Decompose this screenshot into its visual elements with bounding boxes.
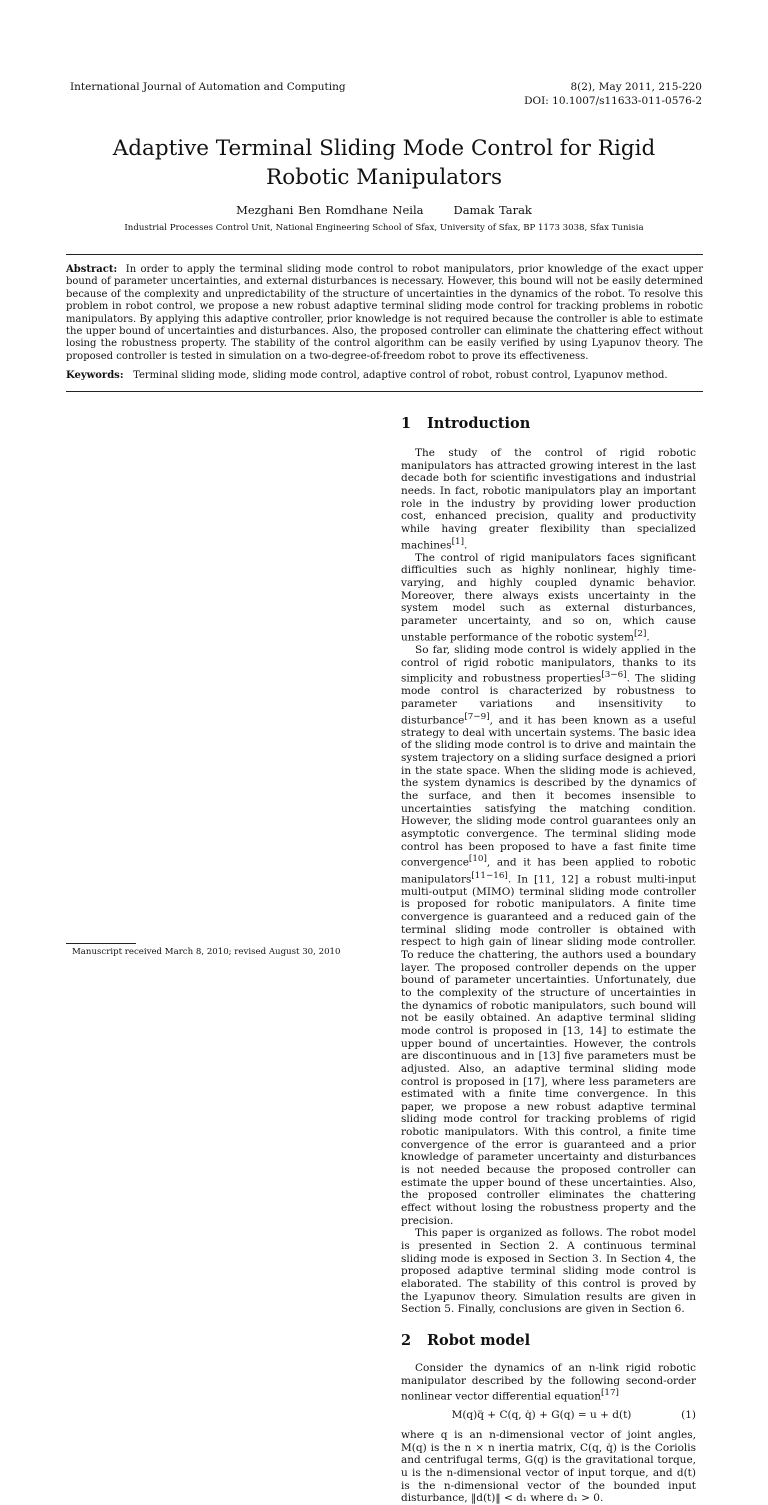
- intro-paragraph-3: So far, sliding mode control is widely applied in the control of rigid robotic manipulators, thanks to its simplicity and robustness properties[3−6]. The sliding mode control is characterized by robustness to parameter variations and insensitivity to disturbance[7−9], and it has been known as a useful strategy to deal with uncertain systems. The basic idea of the sliding mode control is to drive and maintain the system trajectory on a sliding surface designed a priori in the state space. When the sliding mode is achieved, the system dynamics is described by the dynamics of the surface, and then it becomes insensible to uncertainties satisfying the matching condition. However, the sliding mode control guarantees only an asymptotic convergence. The terminal sliding mode control has been proposed to have a fast finite time convergence[10], and it has been applied to robotic manipulators[11−16]. In [11, 12] a robust multi-input multi-output (MIMO) terminal sliding mode controller is proposed for robotic manipulators. A finite time convergence is guaranteed and a reduced gain of the terminal sliding mode controller is obtained with respect to high gain of linear sliding mode controller. To reduce the chattering, the authors used a boundary layer. The proposed controller depends on the upper bound of parameter uncertainties. Unfortunately, due to the complexity of the structure of uncertainties in the dynamics of robotic manipulators, such bound will not be easily obtained. An adaptive terminal sliding mode control is proposed in [13, 14] to estimate the upper bound of uncertainties. However, the controls are discontinuous and in [13] five parameters must be adjusted. Also, an adaptive terminal sliding mode control is proposed in [17], where less parameters are estimated with a finite time convergence. In this paper, we propose a new robust adaptive terminal sliding mode control for tracking problems of rigid robotic manipulators. With this control, a finite time convergence of the error is guaranteed and a prior knowledge of parameter uncertainty and disturbances is not needed because the proposed controller can estimate the upper bound of these uncertainties. Also, the proposed controller eliminates the chattering effect without losing the robustness property and the precision.: [401, 643, 696, 1227]
- citation: [10]: [468, 854, 487, 865]
- journal-name: International Journal of Automation and Computing: [70, 81, 346, 93]
- issue-volume: 8(2), May 2011, 215-220: [570, 81, 702, 93]
- equation-number: (1): [681, 1409, 696, 1422]
- section-2-title: Robot model: [427, 1331, 531, 1349]
- section-1-number: 1: [401, 415, 412, 432]
- keywords-label: Keywords:: [66, 370, 124, 381]
- citation: [1]: [451, 536, 464, 547]
- intro-paragraph-2: The control of rigid manipulators faces significant difficulties such as highly nonlinear, highly time-varying, and highly coupled dynamic behavior. Moreover, there always exists uncertainty in the system model such as external disturbances, parameter uncertainty, and so on, which cause unstable performance of the robotic system[2].: [401, 551, 696, 644]
- section-2-number: 2: [401, 1331, 412, 1349]
- citation: [7−9]: [464, 711, 490, 722]
- citation: [2]: [633, 628, 647, 639]
- title-line-2: Robotic Manipulators: [266, 165, 502, 190]
- section-1-title: Introduction: [427, 415, 531, 432]
- intro-paragraph-1: The study of the control of rigid robotic manipulators has attracted growing interest in the last decade both for scientific investigations and industrial needs. In fact, robotic manipulators play an important role in the industry by providing lower production cost, enhanced precision, quality and productivity while having greater flexibility than specialized machines[1].: [401, 447, 696, 552]
- abstract-top-rule: [66, 254, 703, 255]
- equation-1: [401, 1409, 696, 1422]
- abstract-text: In order to apply the terminal sliding mode control to robot manipulators, prior knowledge of the exact upper bound of parameter uncertainties, and external disturbances is necessary. However, this bound will not be easily determined because of the complexity and unpredictability of the structure of uncertainties in the dynamics of the robot. To resolve this problem in robot control, we propose a new robust adaptive terminal sliding mode control for tracking problems in robotic manipulators. By applying this adaptive controller, prior knowledge is not required because the controller is able to estimate the upper bound of uncertainties and disturbances. Also, the proposed controller can eliminate the chattering effect without losing the robustness property. The stability of the control algorithm can be easily verified by using Lyapunov theory. The proposed controller is tested in simulation on a two-degree-of-freedom robot to prove its effectiveness.: [66, 264, 704, 362]
- author-list: [0, 203, 768, 218]
- citation: [17]: [600, 1388, 619, 1399]
- keywords: [66, 370, 703, 382]
- section-1-heading-continued: [401, 415, 696, 433]
- issue-info: [524, 80, 702, 108]
- section-2-heading: [401, 1332, 696, 1350]
- author-1: Mezghani Ben Romdhane Neila: [236, 203, 424, 217]
- affiliation: Industrial Processes Control Unit, National Engineering School of Sfax, University of Sfax, BP 1173 3038, Sfax Tunisia: [124, 223, 644, 233]
- author-2: Damak Tarak: [453, 203, 532, 217]
- citation: [3−6]: [601, 670, 627, 681]
- equation-body: M(q)q̈ + C(q, q̇) + G(q) = u + d(t): [451, 1409, 632, 1422]
- abstract-bottom-rule: [66, 391, 703, 392]
- robot-model-paragraph-2: where q is an n-dimensional vector of joint angles, M(q) is the n × n inertia matrix, C(q, q̇) is the Coriolis and centrifugal terms, G(q) is the gravitational torque, u is the n-dimensional vector of input torque, and d(t) is the n-dimensional vector of the bounded input disturbance, ‖d(t)‖ < d₁ where d₁ > 0.: [401, 1429, 696, 1505]
- doi: DOI: 10.1007/s11633-011-0576-2: [524, 95, 702, 107]
- intro-paragraph-4: This paper is organized as follows. The robot model is presented in Section 2. A continuous terminal sliding mode is exposed in Section 3. In Section 4, the proposed adaptive terminal sliding mode control is elaborated. The stability of this control is proved by the Lyapunov theory. Simulation results are given in Section 5. Finally, conclusions are given in Section 6.: [401, 1227, 696, 1316]
- footnote-rule: [66, 943, 136, 944]
- left-column: [66, 410, 361, 424]
- right-column: [401, 415, 696, 1505]
- footnote: Manuscript received March 8, 2010; revised August 30, 2010: [72, 947, 341, 957]
- title-line-1: Adaptive Terminal Sliding Mode Control for Rigid: [112, 136, 656, 161]
- citation: [11−16]: [471, 870, 508, 881]
- robot-model-paragraph-1: Consider the dynamics of an n-link rigid robotic manipulator described by the following second-order nonlinear vector differential equation[17]: [401, 1361, 696, 1403]
- abstract: [66, 264, 703, 363]
- abstract-label: Abstract:: [66, 264, 118, 275]
- paper-title: [60, 134, 708, 192]
- keywords-text: Terminal sliding mode, sliding mode control, adaptive control of robot, robust control, Lyapunov method.: [133, 370, 668, 381]
